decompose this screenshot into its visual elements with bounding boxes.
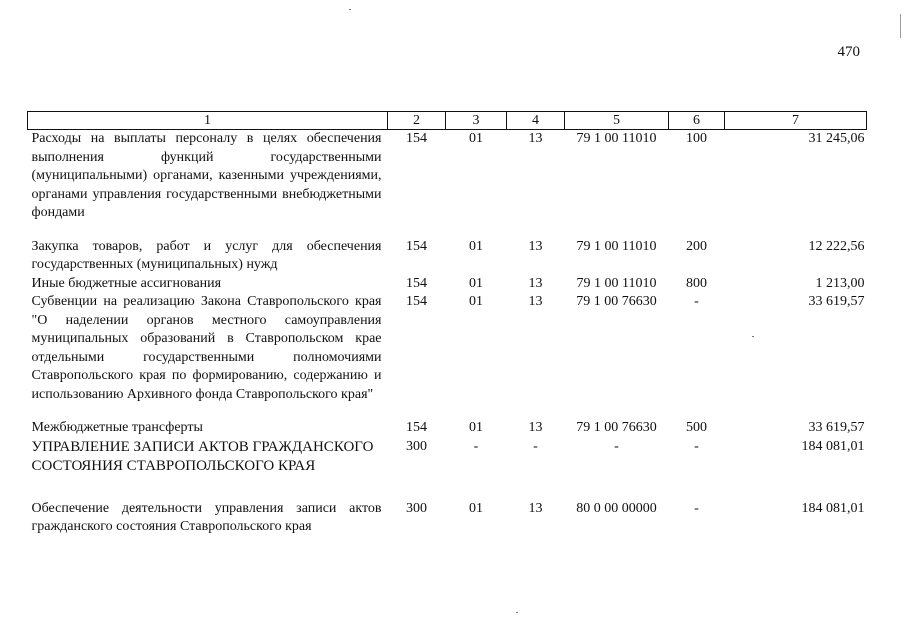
row-subsection: 13 [528, 238, 543, 254]
scan-speck [349, 9, 351, 10]
row-section: 01 [469, 131, 483, 146]
row-ministry: 300 [406, 438, 427, 454]
row-name: Иные бюджетные ассигнования [31, 275, 222, 291]
row-name: Межбюджетные трансферты [31, 420, 203, 435]
row-amount: 12 222,56 [808, 238, 865, 254]
row-ministry: 154 [406, 131, 427, 146]
row-name: Расходы на выплаты персоналу в целях обеспечения выполнения функций государственными (муниципальными) органами, казенными учреждениями, органами управления государственными внебюджетными фондами [31, 131, 382, 220]
row-amount: 33 619,57 [808, 294, 865, 309]
row-section: - [473, 438, 479, 454]
row-amount: 184 081,01 [801, 500, 865, 516]
scan-speck [516, 612, 518, 613]
row-ministry: 154 [406, 238, 427, 254]
header-col-3: 3 [446, 112, 507, 130]
row-target-article: 79 1 00 11010 [576, 131, 657, 146]
row-expense-type: 100 [686, 131, 707, 146]
table-row [28, 238, 867, 275]
table-row [28, 275, 867, 294]
table-row [28, 293, 867, 419]
row-ministry: 154 [406, 294, 427, 309]
row-subsection: 13 [528, 275, 543, 291]
header-col-6: 6 [669, 112, 725, 130]
table-row [28, 500, 867, 537]
row-ministry: 154 [406, 420, 427, 435]
row-amount: 33 619,57 [808, 420, 865, 435]
row-target-article: 79 1 00 11010 [576, 275, 657, 291]
row-section: 01 [469, 275, 483, 291]
table-row [28, 130, 867, 238]
row-expense-type: 800 [686, 275, 707, 291]
row-ministry: 154 [406, 275, 427, 291]
table-body [28, 130, 867, 537]
row-section: 01 [469, 500, 483, 516]
row-target-article: - [614, 438, 619, 454]
row-subsection: 13 [528, 131, 543, 146]
header-row [28, 112, 867, 130]
row-ministry: 300 [406, 500, 427, 516]
row-expense-type: 200 [686, 238, 707, 254]
row-section: 01 [469, 238, 483, 254]
row-subsection: - [533, 438, 538, 454]
row-name: Обеспечение деятельности управления записи актов гражданского состояния Ставропольского края [31, 500, 382, 534]
row-subsection: 13 [528, 420, 543, 435]
header-col-7: 7 [725, 112, 867, 130]
header-col-4: 4 [507, 112, 565, 130]
row-expense-type: - [694, 438, 699, 454]
scan-edge-mark [900, 14, 901, 38]
row-amount: 31 245,06 [808, 131, 865, 146]
row-target-article: 79 1 00 76630 [576, 294, 657, 309]
header-col-2: 2 [388, 112, 446, 130]
page-number: 470 [837, 44, 860, 60]
row-section: 01 [469, 294, 483, 309]
row-target-article: 79 1 00 76630 [576, 420, 657, 435]
header-col-5: 5 [565, 112, 669, 130]
row-target-article: 79 1 00 11010 [576, 238, 657, 254]
row-name: УПРАВЛЕНИЕ ЗАПИСИ АКТОВ ГРАЖДАНСКОГО СОСТОЯНИЯ СТАВРОПОЛЬСКОГО КРАЯ [31, 438, 374, 474]
row-expense-type: - [694, 500, 699, 516]
row-subsection: 13 [528, 500, 543, 516]
header-col-1: 1 [28, 112, 388, 130]
table-header [28, 112, 867, 130]
row-name: Закупка товаров, работ и услуг для обеспечения государственных (муниципальных) нужд [31, 238, 382, 272]
row-subsection: 13 [528, 294, 543, 309]
row-expense-type: 500 [686, 420, 707, 435]
row-name: Субвенции на реализацию Закона Ставропольского края "О наделении органов местного самоуправления муниципальных образований в Ставропольском крае отдельными государственными полномочиями Ставропольского края по формированию, содержанию и использованию Архивного фонда Ставропольского края" [31, 294, 382, 402]
row-amount: 1 213,00 [815, 275, 865, 291]
row-section: 01 [469, 420, 483, 435]
table-row [28, 419, 867, 438]
row-expense-type: - [694, 294, 699, 309]
row-target-article: 80 0 00 00000 [576, 500, 657, 516]
row-amount: 184 081,01 [801, 438, 865, 454]
table-row [28, 438, 867, 500]
budget-table [27, 111, 867, 537]
